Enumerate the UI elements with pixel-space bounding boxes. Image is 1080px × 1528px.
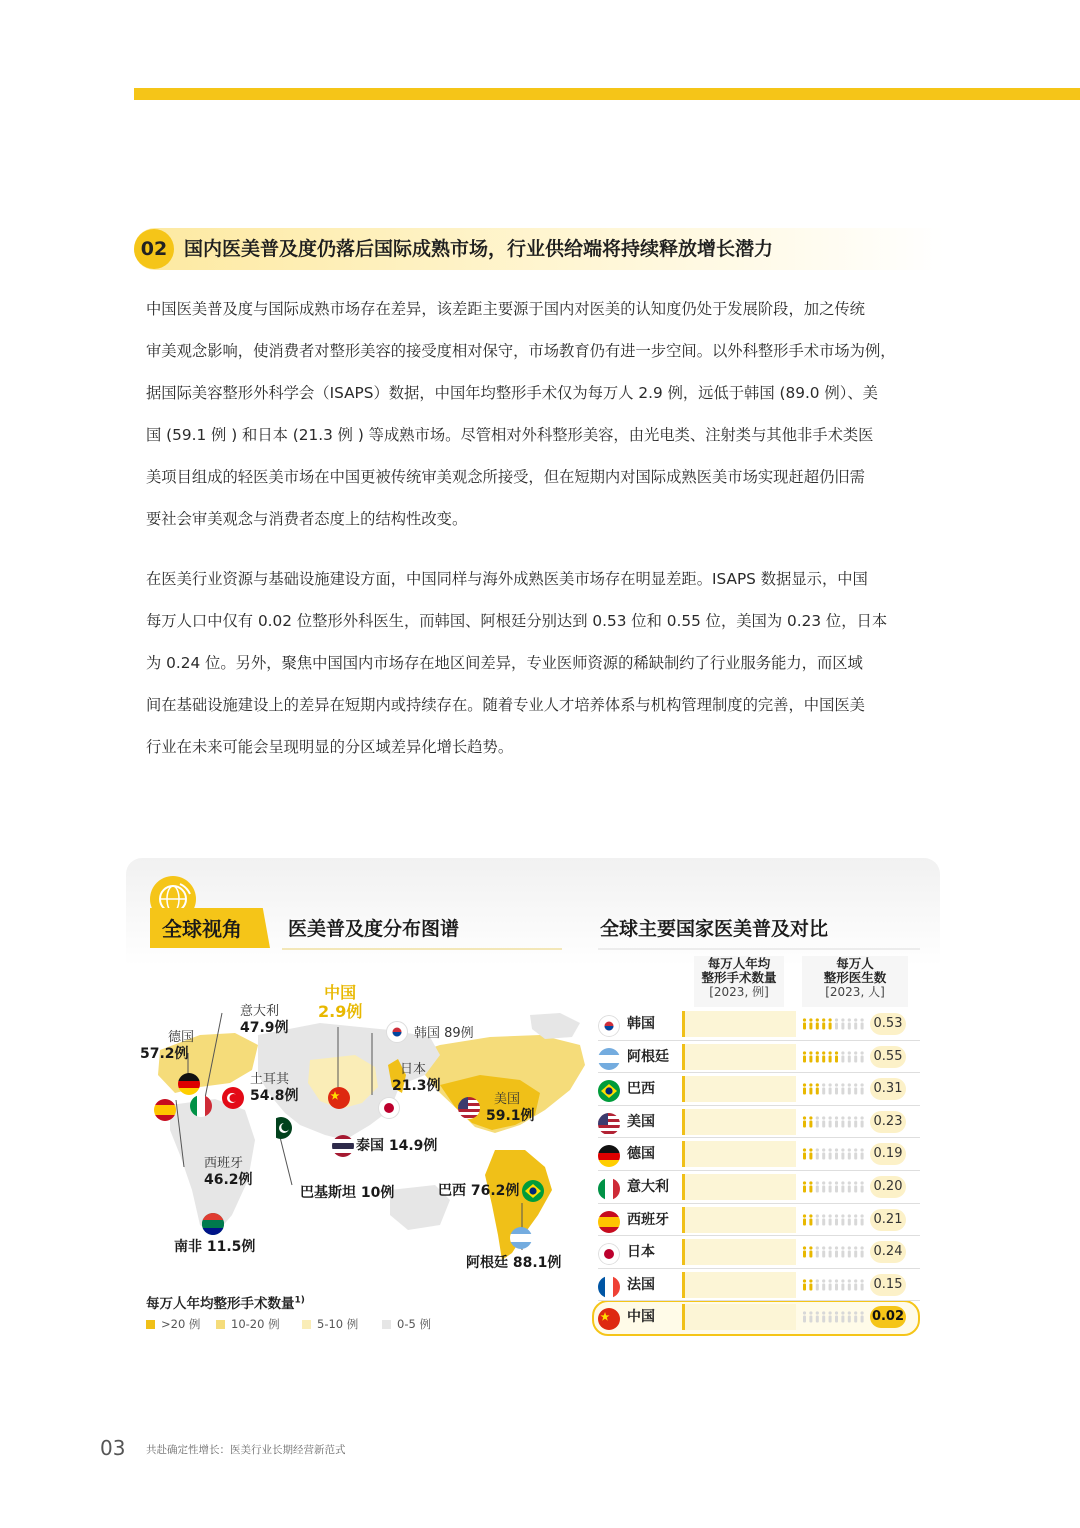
page-number: 03 (100, 1436, 126, 1460)
legend-item: 5-10 例 (302, 1317, 358, 1331)
paragraph-line: 在医美行业资源与基础设施建设方面，中国同样与海外成熟医美市场存在明显差距。ISAPS 数据显示，中国 (146, 570, 868, 588)
doctor-pictogram (800, 1106, 870, 1138)
legend-swatch (382, 1320, 391, 1329)
argentina-flag-icon (510, 1227, 532, 1249)
doctor-value: 0.23 (870, 1111, 906, 1133)
country-name: 意大利 (627, 1179, 669, 1195)
world-map (140, 975, 590, 1275)
surgery-bar (682, 1207, 796, 1233)
top-accent-bar (134, 88, 1080, 100)
pakistan-flag-icon (270, 1117, 292, 1139)
doctor-value: 0.02 (870, 1306, 906, 1328)
section-number: 02 (134, 229, 174, 269)
south-africa-flag-icon (202, 1213, 224, 1235)
legend-swatch (302, 1320, 311, 1329)
country-name: 中国 (627, 1309, 655, 1326)
paragraph-1 (146, 288, 916, 540)
country-row-br (598, 1073, 920, 1105)
doctor-pictogram (800, 1236, 870, 1268)
country-name: 德国 (627, 1146, 655, 1163)
surgery-bar (682, 1044, 796, 1070)
doctor-value: 0.31 (870, 1078, 906, 1100)
country-row-fr (598, 1269, 920, 1301)
germany-label: 德国 57.2例 (140, 1030, 195, 1062)
paragraph-line: 国 (59.1 例 ) 和日本 (21.3 例 ) 等成熟市场。尽管相对外科整形美容，由光电类、注射类与其他非手术类医 (146, 426, 874, 444)
legend-item: >20 例 (146, 1317, 200, 1331)
section-title: 国内医美普及度仍落后国际成熟市场，行业供给端将持续释放增长潜力 (184, 238, 774, 260)
japan-label: 日本 21.3例 (392, 1062, 441, 1094)
china-label: 中国 2.9例 (318, 983, 363, 1021)
doctor-value: 0.15 (870, 1274, 906, 1296)
country-row-kr (598, 1008, 920, 1040)
turkey-label: 土耳其 54.8例 (250, 1072, 299, 1104)
doctor-value: 0.19 (870, 1143, 906, 1165)
surgery-bar (682, 1239, 796, 1265)
surgery-bar (682, 1304, 796, 1330)
doctor-value: 0.24 (870, 1241, 906, 1263)
china-flag-icon (328, 1087, 350, 1109)
paragraph-line: 中国医美普及度与国际成熟市场存在差异，该差距主要源于国内对医美的认知度仍处于发展阶段，加之传统 (146, 300, 865, 318)
country-row-es (598, 1204, 920, 1236)
country-name: 美国 (627, 1113, 655, 1130)
legend-item: 10-20 例 (216, 1317, 280, 1331)
cn-flag-icon (598, 1308, 620, 1330)
usa-label: 美国 59.1例 (486, 1092, 535, 1124)
us-flag-icon (598, 1113, 620, 1135)
paragraph-line: 要社会审美观念与消费者态度上的结构性改变。 (146, 510, 468, 528)
japan-flag-icon (378, 1097, 400, 1119)
br-flag-icon (598, 1080, 620, 1102)
thailand-label: 泰国 14.9例 (356, 1138, 438, 1154)
column-header-doctors: 每万人 整形医生数 [2023, 人] (802, 956, 908, 1007)
surgery-bar (682, 1076, 796, 1102)
doctor-value: 0.55 (870, 1046, 906, 1068)
doctor-pictogram (800, 1041, 870, 1073)
brazil-label: 巴西 76.2例 (438, 1183, 520, 1199)
legend-swatch (146, 1320, 155, 1329)
italy-label: 意大利 47.9例 (240, 1004, 289, 1036)
paragraph-line: 据国际美容整形外科学会（ISAPS）数据，中国年均整形手术仅为每万人 2.9 例，远低于韩国 (89.0 例）、美 (146, 384, 878, 402)
column-header-surgeries: 每万人年均 整形手术数量 [2023, 例] (694, 956, 784, 1007)
country-row-it (598, 1171, 920, 1203)
doctor-pictogram (800, 1301, 870, 1333)
divider (282, 948, 562, 950)
argentina-label: 阿根廷 88.1例 (466, 1255, 562, 1271)
doctor-value: 0.20 (870, 1176, 906, 1198)
paragraph-2 (146, 558, 916, 768)
turkey-flag-icon (222, 1087, 244, 1109)
es-flag-icon (598, 1211, 620, 1233)
country-row-jp (598, 1236, 920, 1268)
paragraph-line: 行业在未来可能会呈现明显的分区域差异化增长趋势。 (146, 738, 514, 756)
paragraph-line: 美项目组成的轻医美市场在中国更被传统审美观念所接受，但在短期内对国际成熟医美市场实现赶超仍旧需 (146, 468, 865, 486)
country-row-ar (598, 1041, 920, 1073)
country-name: 巴西 (627, 1081, 655, 1098)
de-flag-icon (598, 1145, 620, 1167)
footer-text: 共赴确定性增长：医美行业长期经营新范式 (146, 1444, 346, 1456)
compare-title: 全球主要国家医美普及对比 (600, 918, 829, 940)
doctor-pictogram (800, 1138, 870, 1170)
south-africa-label: 南非 11.5例 (174, 1239, 256, 1255)
pakistan-label: 巴基斯坦 10例 (300, 1185, 395, 1201)
surgery-bar (682, 1272, 796, 1298)
spain-label: 西班牙 46.2例 (204, 1156, 253, 1188)
country-row-de (598, 1138, 920, 1170)
fr-flag-icon (598, 1276, 620, 1298)
country-name: 法国 (627, 1276, 655, 1293)
doctor-pictogram (800, 1073, 870, 1105)
legend-swatch (216, 1320, 225, 1329)
legend-title: 每万人年均整形手术数量$^{1)}$ (146, 1295, 305, 1312)
doctor-pictogram (800, 1204, 870, 1236)
paragraph-line: 为 0.24 位。另外，聚焦中国国内市场存在地区间差异，专业医师资源的稀缺制约了行业服务能力，而区域 (146, 654, 863, 672)
surgery-bar (682, 1141, 796, 1167)
surgery-bar (682, 1011, 796, 1037)
divider (598, 948, 920, 950)
korea-label: 韩国 89例 (414, 1026, 474, 1041)
germany-flag-icon (178, 1073, 200, 1095)
italy-flag-icon (190, 1095, 212, 1117)
country-name: 日本 (627, 1244, 655, 1261)
spain-flag-icon (154, 1099, 176, 1121)
kr-flag-icon (598, 1015, 620, 1037)
paragraph-line: 审美观念影响，使消费者对整形美容的接受度相对保守，市场教育仍有进一步空间。以外科整形手术市场为例， (146, 342, 896, 360)
paragraph-line: 间在基础设施建设上的差异在短期内或持续存在。随着专业人才培养体系与机构管理制度的完善，中国医美 (146, 696, 865, 714)
doctor-value: 0.53 (870, 1013, 906, 1035)
surgery-bar (682, 1174, 796, 1200)
country-name: 韩国 (627, 1016, 655, 1032)
thailand-flag-icon (332, 1135, 354, 1157)
surgery-bar (682, 1109, 796, 1135)
jp-flag-icon (598, 1243, 620, 1265)
it-flag-icon (598, 1178, 620, 1200)
badge-label: 全球视角 (162, 917, 242, 941)
country-row-cn (598, 1301, 920, 1333)
doctor-pictogram (800, 1008, 870, 1040)
usa-flag-icon (458, 1097, 480, 1119)
brazil-flag-icon (522, 1180, 544, 1202)
doctor-pictogram (800, 1269, 870, 1301)
doctor-pictogram (800, 1171, 870, 1203)
legend-item: 0-5 例 (382, 1317, 431, 1331)
doctor-value: 0.21 (870, 1209, 906, 1231)
country-name: 阿根廷 (627, 1048, 669, 1065)
paragraph-line: 每万人口中仅有 0.02 位整形外科医生，而韩国、阿根廷分别达到 0.53 位和 0.55 位，美国为 0.23 位，日本 (146, 612, 888, 630)
country-name: 西班牙 (627, 1211, 669, 1228)
country-row-us (598, 1106, 920, 1138)
map-title: 医美普及度分布图谱 (288, 918, 460, 940)
ar-flag-icon (598, 1048, 620, 1070)
